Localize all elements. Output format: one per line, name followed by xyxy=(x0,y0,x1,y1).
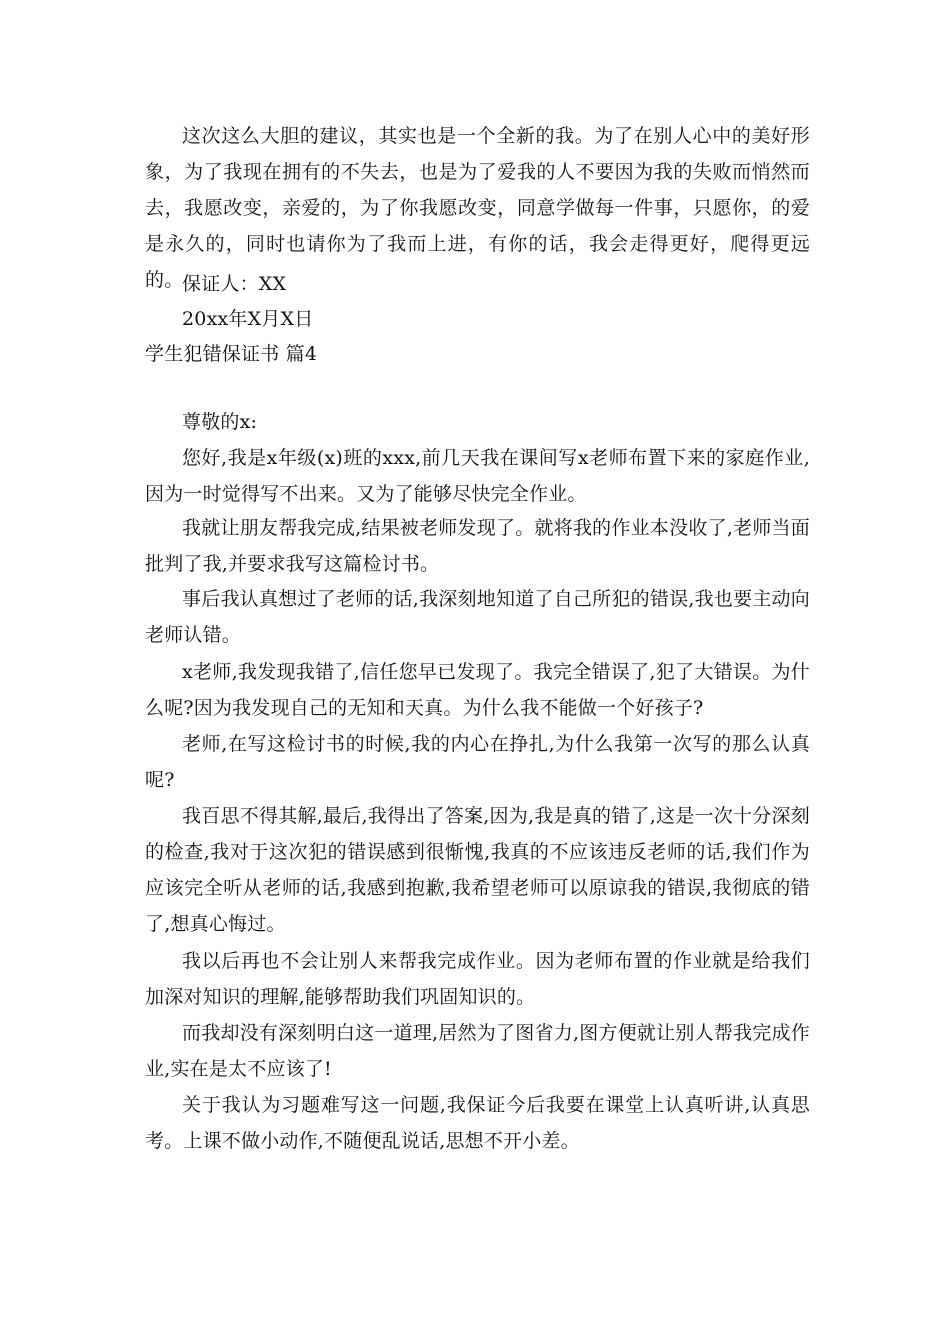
signer-line: 保证人：XX xyxy=(182,273,287,295)
body-paragraph: x老师,我发现我错了,信任您早已发现了。我完全错误了,犯了大错误。为什么呢?因为我发现自己的无知和天真。为什么我不能做一个好孩子? xyxy=(145,661,810,719)
body-paragraph: 而我却没有深刻明白这一道理,居然为了图省力,图方便就让别人帮我完成作业,实在是太不应该了! xyxy=(145,1022,810,1080)
body-paragraph: 我以后再也不会让别人来帮我完成作业。因为老师布置的作业就是给我们加深对知识的理解,能够帮助我们巩固知识的。 xyxy=(145,950,810,1008)
body-paragraph: 您好,我是x年级(x)班的xxx,前几天我在课间写x老师布置下来的家庭作业,因为一时觉得写不出来。又为了能够尽快完全作业。 xyxy=(145,447,810,505)
body-paragraph: 老师,在写这检讨书的时候,我的内心在挣扎,为什么我第一次写的那么认真呢? xyxy=(145,733,810,791)
opening-paragraph: 这次这么大胆的建议，其实也是一个全新的我。为了在别人心中的美好形象，为了我现在拥有的不失去，也是为了爱我的人不要因为我的失败而悄然而去，我愿改变，亲爱的，为了你我愿改变，同意学做每一件事，只愿你，的爱是永久的，同时也请你为了我而上进，有你的话，我会走得更好，爬得更远的。 xyxy=(145,125,810,291)
body-paragraph: 我就让朋友帮我完成,结果被老师发现了。就将我的作业本没收了,老师当面批判了我,并要求我写这篇检讨书。 xyxy=(145,517,810,575)
body-paragraph: 事后我认真想过了老师的话,我深刻地知道了自己所犯的错误,我也要主动向老师认错。 xyxy=(145,588,810,646)
section-heading: 学生犯错保证书 篇4 xyxy=(145,343,318,365)
date-line: 20xx年X月X日 xyxy=(182,308,314,330)
salutation: 尊敬的x: xyxy=(182,411,258,433)
body-paragraph: 我百思不得其解,最后,我得出了答案,因为,我是真的错了,这是一次十分深刻的检查,我对于这次犯的错误感到很惭愧,我真的不应该违反老师的话,我们作为应该完全听从老师的话,我感到抱歉,我希望老师可以原谅我的错误,我彻底的错了,想真心悔过。 xyxy=(145,805,810,935)
body-paragraph: 关于我认为习题难写这一问题,我保证今后我要在课堂上认真听讲,认真思考。上课不做小动作,不随便乱说话,思想不开小差。 xyxy=(145,1094,810,1152)
